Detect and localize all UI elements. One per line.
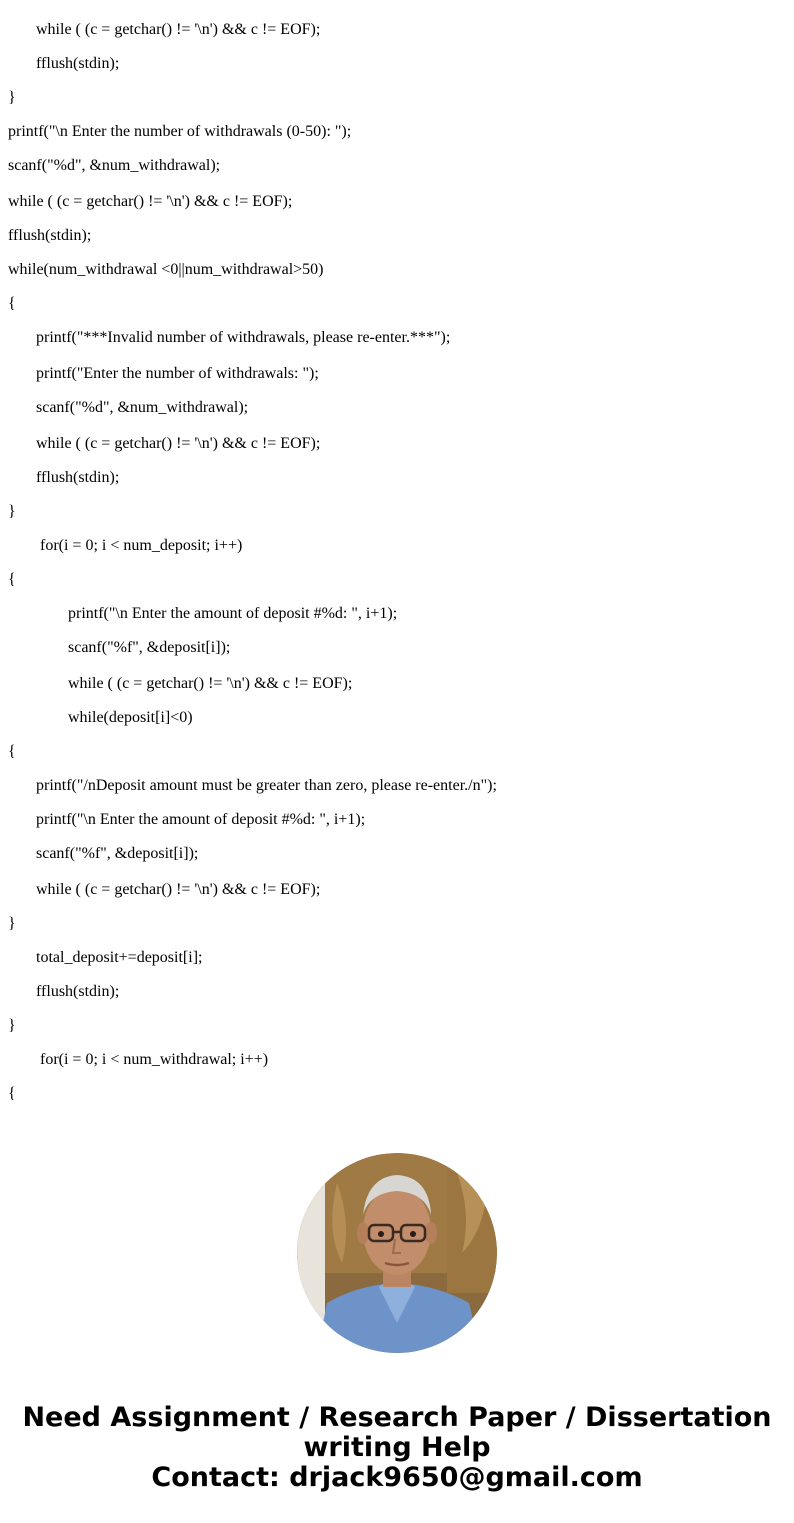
- code-line: printf("\n Enter the number of withdrawals (0-50): ");: [8, 123, 352, 140]
- promo-subline: writing Help: [303, 1432, 491, 1463]
- code-line: printf("\n Enter the amount of deposit #%d: ", i+1);: [68, 605, 398, 622]
- code-line: {: [8, 571, 16, 588]
- code-line: while ( (c = getchar() != '\n') && c != EOF);: [36, 881, 321, 898]
- code-line: for(i = 0; i < num_deposit; i++): [40, 537, 243, 554]
- code-line: scanf("%d", &num_withdrawal);: [36, 399, 249, 416]
- code-line: {: [8, 295, 16, 312]
- code-line: fflush(stdin);: [36, 983, 120, 1000]
- code-line: printf("\n Enter the amount of deposit #%d: ", i+1);: [36, 811, 366, 828]
- code-line: {: [8, 743, 16, 760]
- promo-headline: Need Assignment / Research Paper / Dissertation: [22, 1402, 772, 1433]
- code-line: printf("***Invalid number of withdrawals, please re-enter.***");: [36, 329, 451, 346]
- contact-banner: [0, 1403, 794, 1493]
- code-line: scanf("%f", &deposit[i]);: [36, 845, 199, 862]
- code-line: for(i = 0; i < num_withdrawal; i++): [40, 1051, 269, 1068]
- code-line: while(deposit[i]<0): [68, 709, 193, 726]
- code-line: }: [8, 1017, 16, 1034]
- code-line: }: [8, 503, 16, 520]
- code-line: printf("Enter the number of withdrawals: ");: [36, 365, 319, 382]
- code-line: while ( (c = getchar() != '\n') && c != EOF);: [8, 193, 293, 210]
- code-line: fflush(stdin);: [8, 227, 92, 244]
- code-line: while(num_withdrawal <0||num_withdrawal>50): [8, 261, 324, 278]
- code-line: scanf("%f", &deposit[i]);: [68, 639, 231, 656]
- author-photo: [297, 1153, 497, 1353]
- code-line: while ( (c = getchar() != '\n') && c != EOF);: [36, 21, 321, 38]
- code-line: while ( (c = getchar() != '\n') && c != EOF);: [68, 675, 353, 692]
- code-line: {: [8, 1085, 16, 1102]
- code-line: printf("/nDeposit amount must be greater than zero, please re-enter./n");: [36, 777, 497, 794]
- promo-contact: Contact: drjack9650@gmail.com: [151, 1462, 643, 1493]
- code-line: total_deposit+=deposit[i];: [36, 949, 203, 966]
- code-line: fflush(stdin);: [36, 469, 120, 486]
- code-line: }: [8, 89, 16, 106]
- code-line: fflush(stdin);: [36, 55, 120, 72]
- code-line: scanf("%d", &num_withdrawal);: [8, 157, 221, 174]
- code-line: while ( (c = getchar() != '\n') && c != EOF);: [36, 435, 321, 452]
- code-line: }: [8, 915, 16, 932]
- avatar: [297, 1153, 497, 1353]
